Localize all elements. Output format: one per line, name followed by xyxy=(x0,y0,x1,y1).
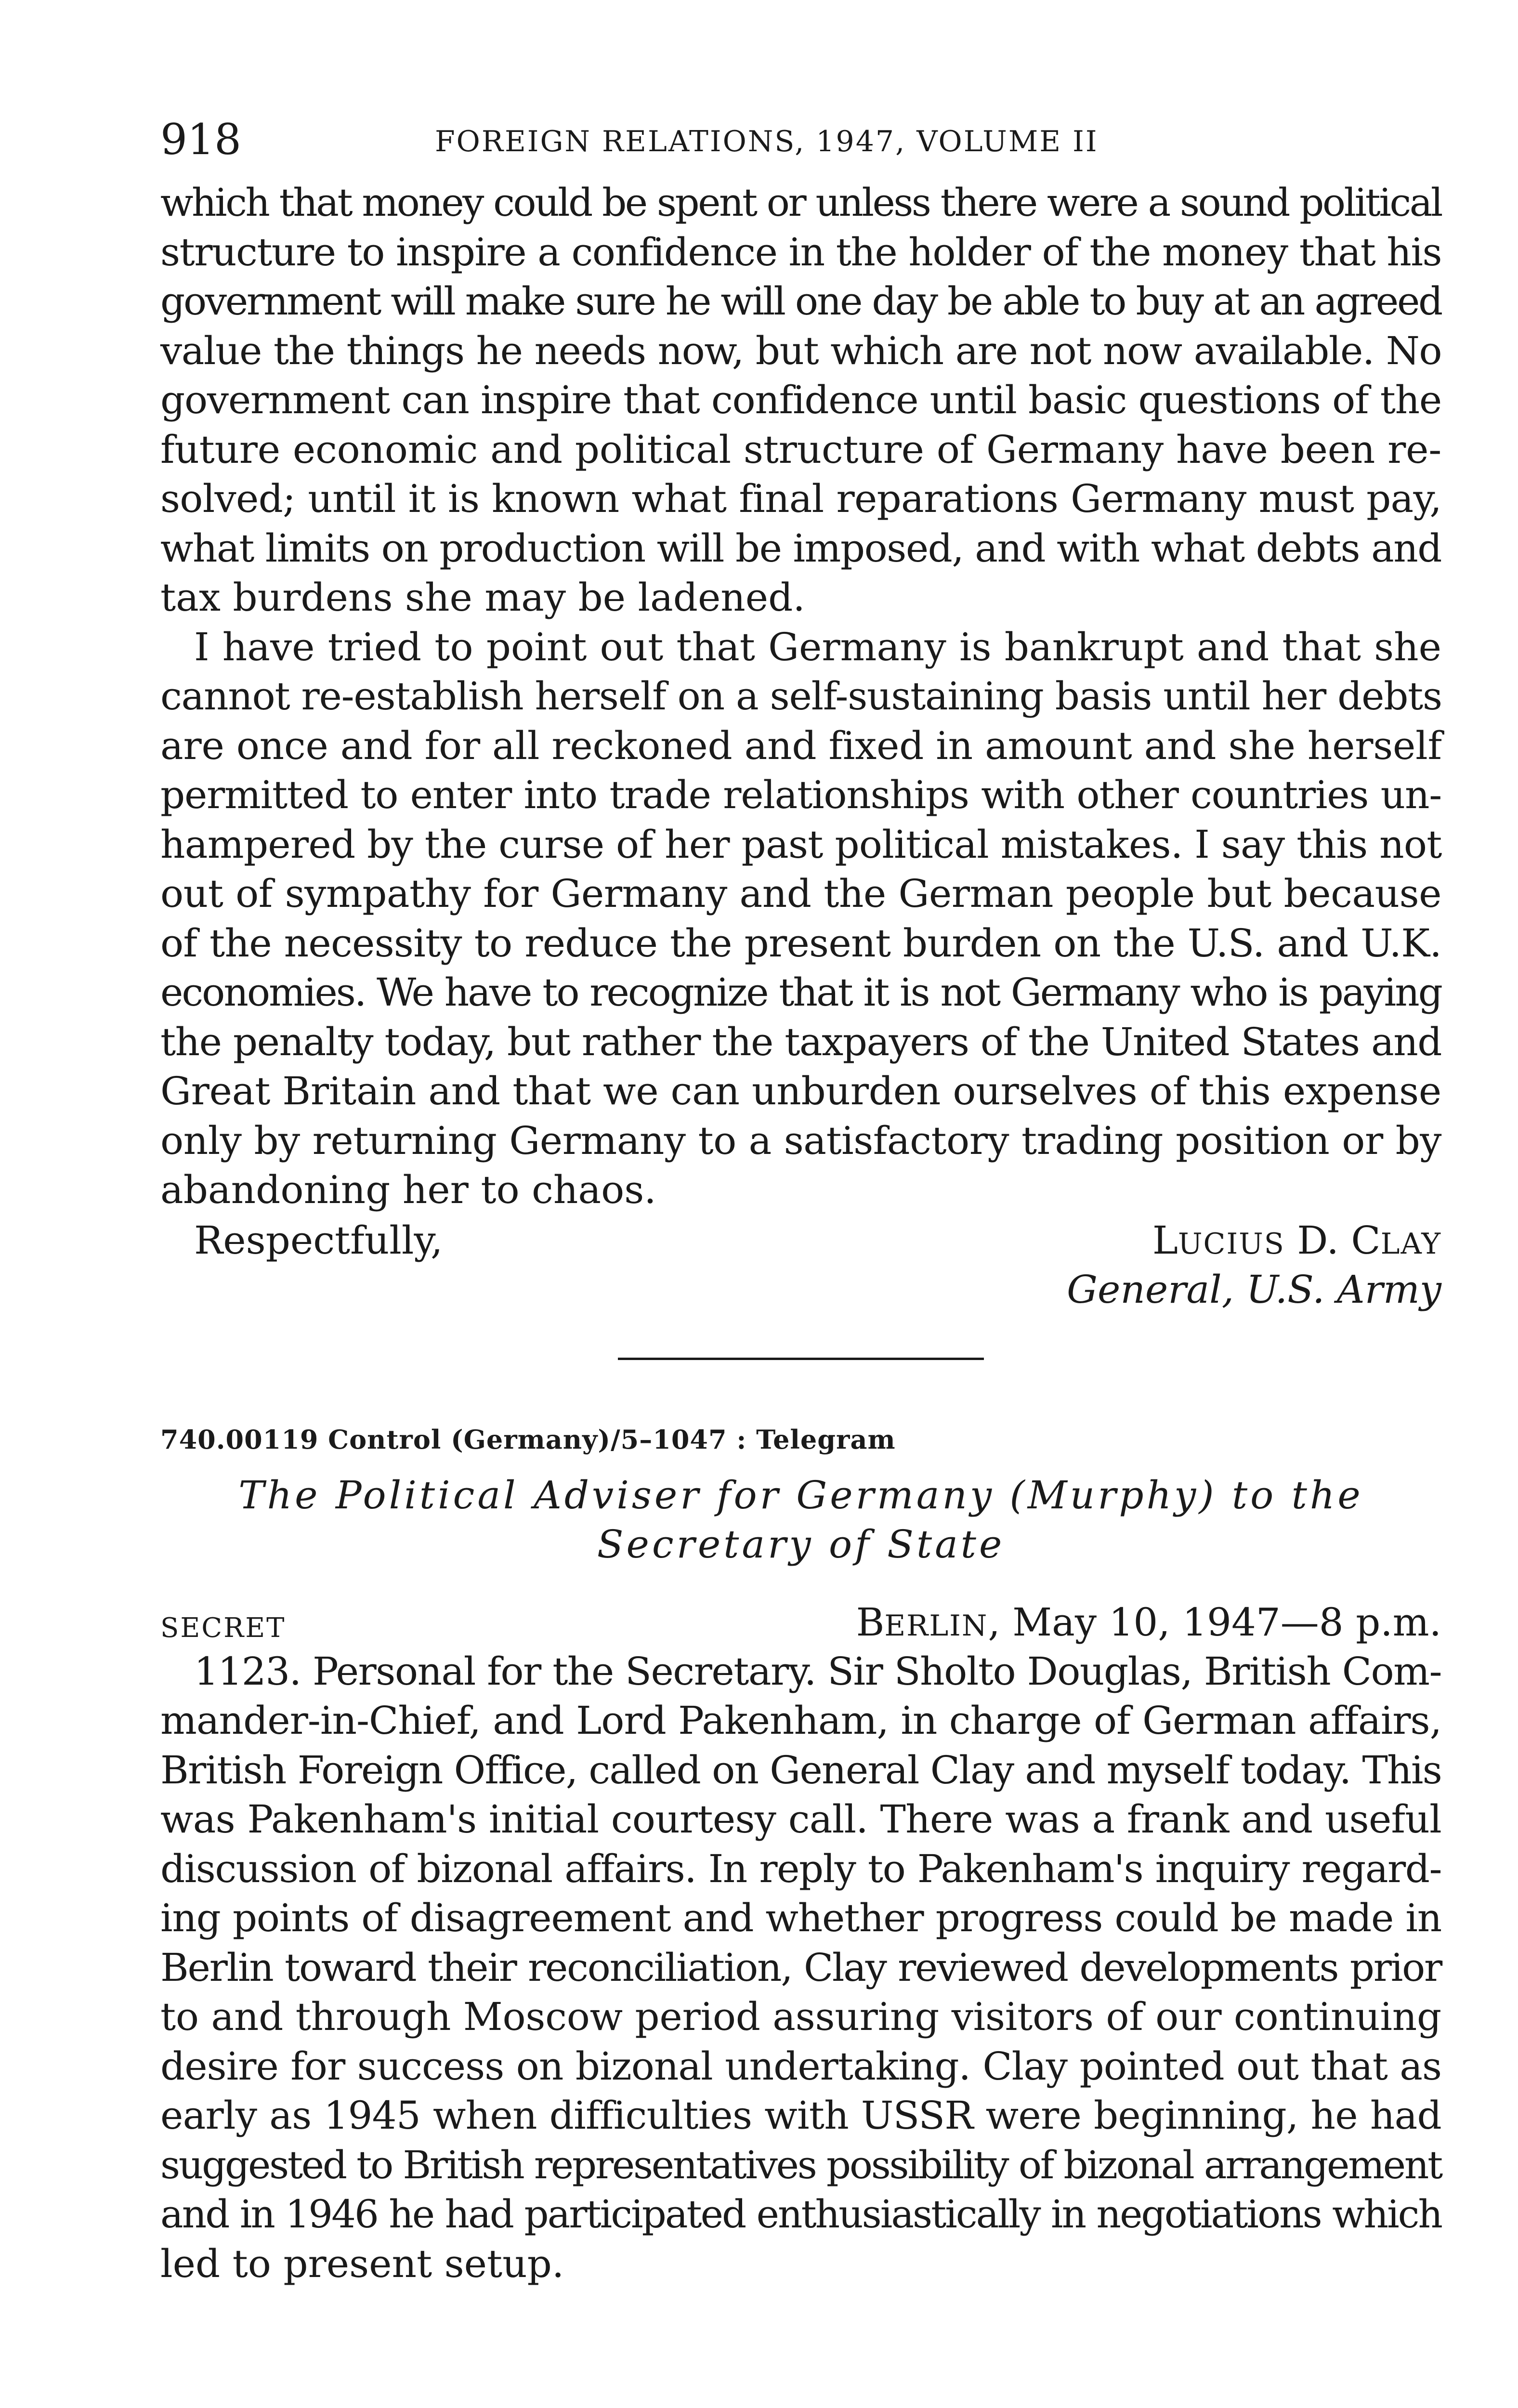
text-line: structure to inspire a confidence in the holder of the money that his xyxy=(160,229,1441,275)
telegram-body xyxy=(160,1647,1441,2289)
dateline xyxy=(160,1598,1441,1647)
text-line: I have tried to point out that Germany is bankrupt and that she xyxy=(194,624,1441,669)
text-line: what limits on production will be imposed, and with what debts and xyxy=(160,525,1441,571)
text-line: Great Britain and that we can unburden ourselves of this expense xyxy=(160,1069,1441,1113)
document-title xyxy=(160,1471,1441,1569)
paragraph-continuation xyxy=(160,178,1441,623)
text-line: solved; until it is known what final reparations Germany must pay, xyxy=(160,476,1441,521)
running-head: FOREIGN RELATIONS, 1947, VOLUME II xyxy=(435,125,1099,158)
text-line: ing points of disagreement and whether progress could be made in xyxy=(160,1896,1441,1940)
text-line: cannot re-establish herself on a self-sustaining basis until her debts xyxy=(160,674,1442,719)
text-line: only by returning Germany to a satisfactory trading position or by xyxy=(160,1118,1441,1163)
signer-title: General, U.S. Army xyxy=(1067,1267,1441,1312)
document-page xyxy=(160,116,1441,2289)
text-line: 1123. Personal for the Secretary. Sir Sholto Douglas, British Com- xyxy=(194,1649,1441,1694)
paragraph-bankrupt xyxy=(160,623,1441,1215)
text-line: tax burdens she may be ladened. xyxy=(160,575,805,620)
place-and-date: BERLIN, May 10, 1947—8 p.m. xyxy=(856,1599,1441,1645)
classification: SECRET xyxy=(160,1612,286,1644)
signature-block xyxy=(160,1216,1441,1265)
text-line: hampered by the curse of her past political mistakes. I say this not xyxy=(160,822,1442,867)
text-line: are once and for all reckoned and fixed in amount and she herself xyxy=(160,723,1442,768)
text-line: government can inspire that confidence until basic questions of the xyxy=(160,378,1441,422)
text-line: desire for success on bizonal undertaking. Clay pointed out that as xyxy=(160,2043,1441,2089)
page-header xyxy=(160,116,1441,178)
document-title-line: Secretary of State xyxy=(597,1521,1005,1567)
text-line: British Foreign Office, called on General Clay and myself today. This xyxy=(160,1747,1441,1793)
text-line: abandoning her to chaos. xyxy=(160,1167,656,1212)
page-number: 918 xyxy=(160,115,241,164)
text-line: government will make sure he will one day be able to buy at an agreed xyxy=(160,279,1441,324)
text-line: which that money could be spent or unless there were a sound political xyxy=(160,180,1441,225)
closing: Respectfully, xyxy=(194,1217,443,1263)
text-line: suggested to British representatives possibility of bizonal arrangement xyxy=(160,2142,1441,2187)
text-line: led to present setup. xyxy=(160,2241,564,2286)
text-line: economies. We have to recognize that it is not Germany who is paying xyxy=(160,970,1441,1015)
text-line: to and through Moscow period assuring visitors of our continuing xyxy=(160,1994,1441,2039)
text-line: future economic and political structure of Germany have been re- xyxy=(160,427,1441,472)
text-line: of the necessity to reduce the present burden on the U.S. and U.K. xyxy=(160,920,1441,966)
text-line: permitted to enter into trade relationships with other countries un- xyxy=(160,772,1441,817)
text-line: Berlin toward their reconciliation, Clay reviewed developments prior xyxy=(160,1945,1441,1990)
text-line: value the things he needs now, but which are not now available. No xyxy=(160,328,1441,373)
file-number: 740.00119 Control (Germany)/5–1047 : Telegram xyxy=(160,1424,896,1455)
text-line: early as 1945 when difficulties with USSR were beginning, he had xyxy=(160,2093,1441,2138)
text-line: the penalty today, but rather the taxpayers of the United States and xyxy=(160,1019,1441,1064)
signer-name: LUCIUS D. CLAY xyxy=(1152,1217,1441,1263)
text-line: was Pakenham's initial courtesy call. There was a frank and useful xyxy=(160,1797,1441,1842)
text-line: discussion of bizonal affairs. In reply to Pakenham's inquiry regard- xyxy=(160,1846,1441,1891)
document-title-line: The Political Adviser for Germany (Murphy) to the xyxy=(238,1472,1363,1518)
text-line: mander-in-Chief, and Lord Pakenham, in charge of German affairs, xyxy=(160,1698,1441,1743)
text-line: and in 1946 he had participated enthusiastically in negotiations which xyxy=(160,2192,1441,2237)
section-divider xyxy=(618,1358,984,1360)
text-line: out of sympathy for Germany and the German people but because xyxy=(160,871,1441,916)
